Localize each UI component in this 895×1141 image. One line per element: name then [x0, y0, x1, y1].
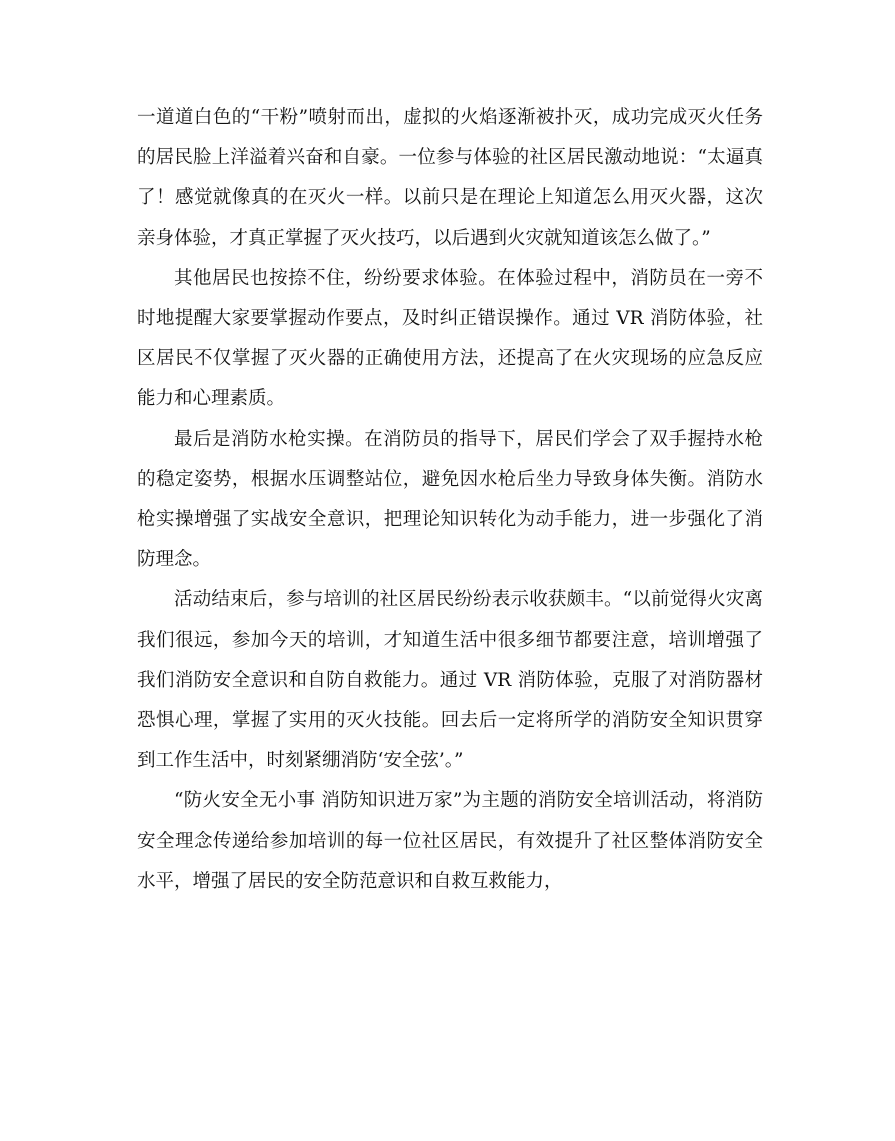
paragraph-5: “防火安全无小事 消防知识进万家”为主题的消防安全培训活动，将消防安全理念传递给参加培训的每一位社区居民，有效提升了社区整体消防安全水平，增强了居民的安全防范意识和自救互救能力，	[137, 790, 763, 892]
paragraph-1: 一道道白色的“干粉”喷射而出，虚拟的火焰逐渐被扑灭，成功完成灭火任务的居民脸上洋溢着兴奋和自豪。一位参与体验的社区居民激动地说：“太逼真了！感觉就像真的在灭火一样。以前只是在理论上知道怎么用灭火器，这次亲身体验，才真正掌握了灭火技巧，以后遇到火灾就知道该怎么做了。”	[137, 107, 763, 249]
document-body	[137, 98, 763, 902]
paragraph-2: 其他居民也按捺不住，纷纷要求体验。在体验过程中，消防员在一旁不时地提醒大家要掌握动作要点，及时纠正错误操作。通过 VR 消防体验，社区居民不仅掌握了灭火器的正确使用方法，还提高了在火灾现场的应急反应能力和心理素质。	[137, 267, 763, 410]
paragraph-4: 活动结束后，参与培训的社区居民纷纷表示收获颇丰。“以前觉得火灾离我们很远，参加今天的培训，才知道生活中很多细节都要注意，培训增强了我们消防安全意识和自防自救能力。通过 VR 消防体验，克服了对消防器材恐惧心理，掌握了实用的灭火技能。回去后一定将所学的消防安全知识贯穿到工作生活中，时刻紧绷消防‘安全弦’。”	[137, 589, 763, 772]
paragraph-3: 最后是消防水枪实操。在消防员的指导下，居民们学会了双手握持水枪的稳定姿势，根据水压调整站位，避免因水枪后坐力导致身体失衡。消防水枪实操增强了实战安全意识，把理论知识转化为动手能力，进一步强化了消防理念。	[137, 428, 763, 571]
